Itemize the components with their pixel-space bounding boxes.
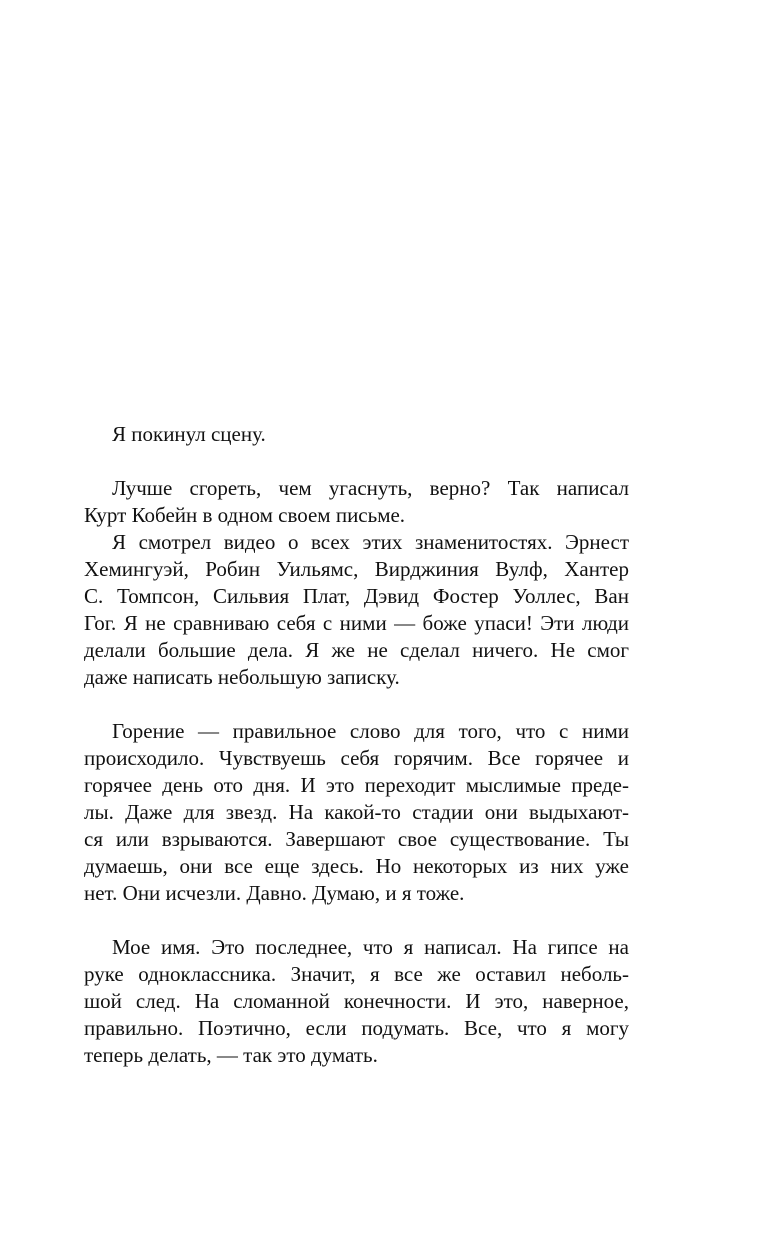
paragraph-3 bbox=[84, 529, 629, 691]
text-line: Лучше сгореть, чем угаснуть, верно? Так написал bbox=[112, 476, 629, 500]
paragraph-5 bbox=[84, 934, 629, 1069]
text-line: теперь делать, — так это думать. bbox=[84, 1043, 378, 1067]
text-line: Гог. Я не сравниваю себя с ними — боже упаси! Эти люди bbox=[84, 611, 629, 635]
text-line: нет. Они исчезли. Давно. Думаю, и я тоже. bbox=[84, 881, 465, 905]
text-line: горячее день ото дня. И это переходит мыслимые преде- bbox=[84, 773, 629, 797]
text-line: думаешь, они все еще здесь. Но некоторых из них уже bbox=[84, 854, 629, 878]
paragraph-4 bbox=[84, 718, 629, 907]
text-line: Я смотрел видео о всех этих знаменитостях. Эрнест bbox=[112, 530, 629, 554]
text-line: Хемингуэй, Робин Уильямс, Вирджиния Вулф, Хантер bbox=[84, 557, 629, 581]
text-line: шой след. На сломанной конечности. И это, наверное, bbox=[84, 989, 629, 1013]
text-line: ся или взрываются. Завершают свое существование. Ты bbox=[84, 827, 629, 851]
text-line: С. Томпсон, Сильвия Плат, Дэвид Фостер Уоллес, Ван bbox=[84, 584, 629, 608]
text-line: Мое имя. Это последнее, что я написал. На гипсе на bbox=[112, 935, 629, 959]
text-line: даже написать небольшую записку. bbox=[84, 665, 400, 689]
text-line: Курт Кобейн в одном своем письме. bbox=[84, 503, 406, 527]
text-line: Горение — правильное слово для того, что с ними bbox=[112, 719, 629, 743]
text-line: правильно. Поэтично, если подумать. Все, что я могу bbox=[84, 1016, 629, 1040]
text-line: происходило. Чувствуешь себя горячим. Все горячее и bbox=[84, 746, 629, 770]
text-line: руке одноклассника. Значит, я все же оставил неболь- bbox=[84, 962, 629, 986]
text-line: Я покинул сцену. bbox=[112, 422, 266, 446]
paragraph-1 bbox=[84, 421, 629, 448]
text-line: лы. Даже для звезд. На какой-то стадии они выдыхают- bbox=[84, 800, 629, 824]
text-line: делали большие дела. Я же не сделал ничего. Не смог bbox=[84, 638, 629, 662]
paragraph-2 bbox=[84, 475, 629, 529]
